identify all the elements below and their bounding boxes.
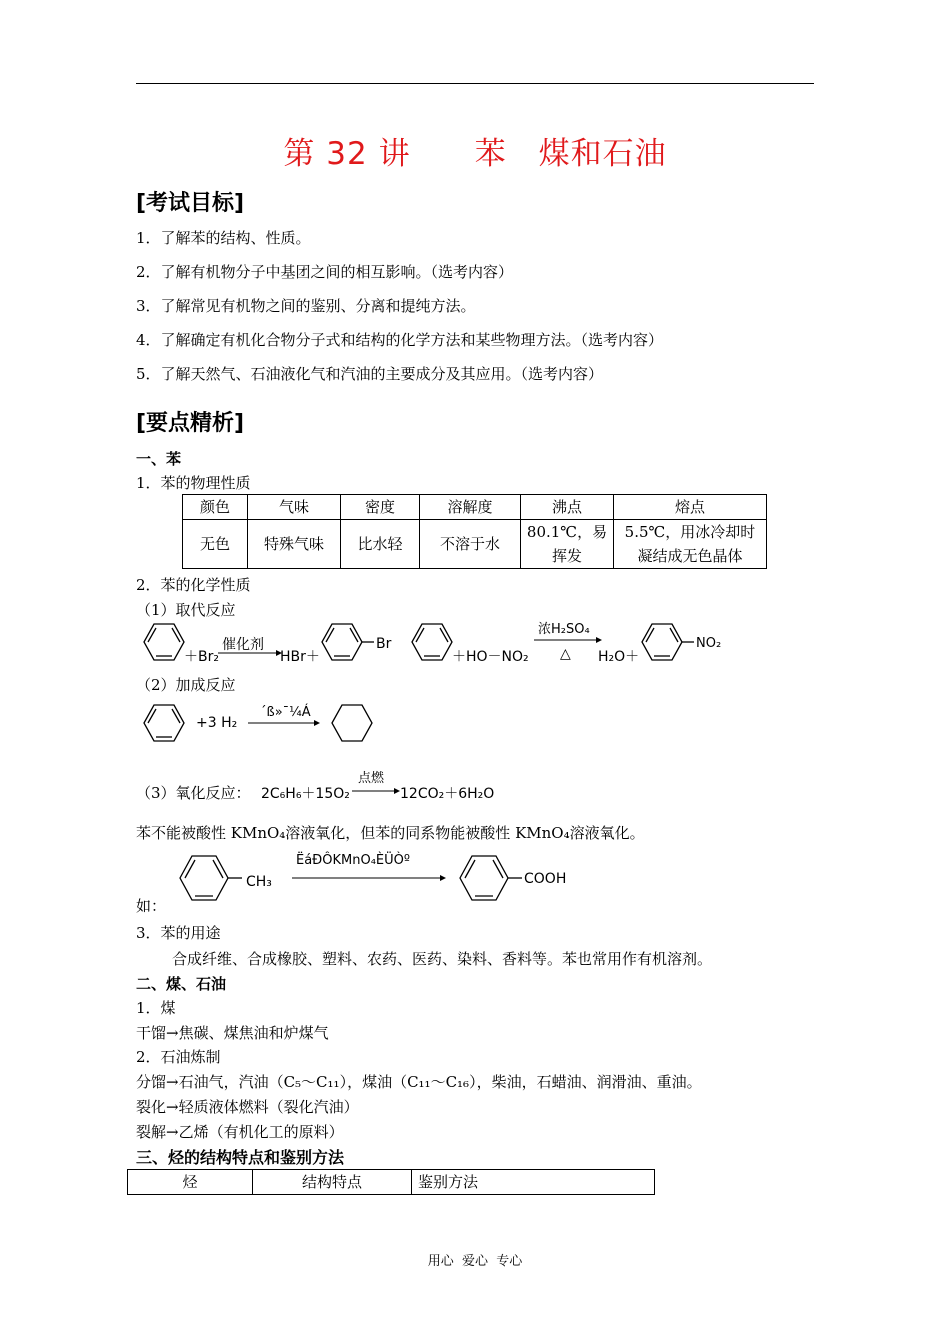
oxidation-right: 12CO₂＋6H₂O <box>400 786 495 802</box>
chemical-properties-label: 2．苯的化学性质 <box>136 576 251 594</box>
uses-heading: 3．苯的用途 <box>136 924 221 942</box>
table-header-cell: 鉴别方法 <box>412 1170 655 1195</box>
reagent-text: +3 H₂ <box>196 715 238 731</box>
reaction-arrow <box>352 787 400 795</box>
oxidation-left: 2C₆H₆＋15O₂ <box>261 786 350 802</box>
goal-item: 5．了解天然气、石油液化气和汽油的主要成分及其应用。（选考内容） <box>136 365 604 383</box>
table-header-cell: 颜色 <box>183 495 248 520</box>
arrowhead <box>314 720 320 726</box>
addition-equation <box>136 698 396 748</box>
table-cell: 80.1℃，易挥发 <box>521 520 614 569</box>
benzene-ring-icon <box>144 624 184 660</box>
section-goals-heading: [考试目标] <box>136 191 245 216</box>
condition-text: ´ß»¯¼Á <box>260 705 311 720</box>
benzene-ring-icon <box>144 705 184 741</box>
arrowhead <box>596 637 602 643</box>
page-title: 第 32 讲 苯 煤和石油 <box>283 136 667 172</box>
table-header-cell: 沸点 <box>521 495 614 520</box>
condition-text: 浓H₂SO₄ <box>538 622 590 637</box>
table-cell: 特殊气味 <box>248 520 341 569</box>
oil-text: 裂解→乙烯（有机化工的原料） <box>136 1123 344 1141</box>
substitution-equation <box>134 618 734 666</box>
heat-symbol: △ <box>560 646 571 662</box>
reagent-text: ＋Br₂ <box>184 649 219 665</box>
benzene-ring-icon <box>412 624 452 660</box>
uses-text: 合成纤维、合成橡胶、塑料、农药、医药、染料、香料等。苯也常用作有机溶剂。 <box>172 950 713 968</box>
catalyst-text: 催化剂 <box>222 637 264 653</box>
physical-properties-table <box>182 494 767 569</box>
physical-properties-label: 1．苯的物理性质 <box>136 474 251 492</box>
oxidation-label: （3）氧化反应： <box>136 784 251 802</box>
goal-item: 4．了解确定有机化合物分子式和结构的化学方法和某些物理方法。（选考内容） <box>136 331 664 349</box>
table-header-cell: 结构特点 <box>253 1170 412 1195</box>
toluene-oxidation-equation <box>176 846 596 908</box>
oil-text: 裂化→轻质液体燃料（裂化汽油） <box>136 1098 359 1116</box>
substitution-label: （1）取代反应 <box>136 601 236 619</box>
coal-oil-heading: 二、煤、石油 <box>136 975 227 993</box>
example-label: 如： <box>136 897 167 915</box>
oil-label: 2．石油炼制 <box>136 1048 221 1066</box>
product-text: H₂O＋ <box>598 649 640 665</box>
substituent-text: COOH <box>524 871 567 887</box>
hydrocarbon-table <box>127 1169 655 1195</box>
oil-text: 分馏→石油气，汽油（C₅～C₁₁），煤油（C₁₁～C₁₆），柴油，石蜡油、润滑油、重油。 <box>136 1073 702 1091</box>
goal-item: 3．了解常见有机物之间的鉴别、分离和提纯方法。 <box>136 297 476 315</box>
addition-label: （2）加成反应 <box>136 676 236 694</box>
page-footer: 用心 爱心 专心 <box>427 1254 523 1269</box>
toluene-ring-icon <box>180 856 242 900</box>
nitrobenzene-ring-icon <box>642 624 694 660</box>
hydrocarbon-heading: 三、烃的结构特点和鉴别方法 <box>136 1148 345 1167</box>
table-header-cell: 溶解度 <box>420 495 521 520</box>
table-header-cell: 烃 <box>128 1170 253 1195</box>
substituent-text: CH₃ <box>246 874 272 890</box>
header-rule <box>136 83 814 84</box>
table-cell: 不溶于水 <box>420 520 521 569</box>
cyclohexane-ring-icon <box>332 705 372 741</box>
arrowhead <box>440 875 446 881</box>
table-cell: 5.5℃，用冰冷却时凝结成无色晶体 <box>614 520 767 569</box>
goal-item: 1．了解苯的结构、性质。 <box>136 229 311 247</box>
table-header-cell: 气味 <box>248 495 341 520</box>
benzoic-acid-ring-icon <box>460 856 522 900</box>
reagent-text: ＋HO－NO₂ <box>452 649 529 665</box>
coal-text: 干馏→焦碳、煤焦油和炉煤气 <box>136 1024 329 1042</box>
table-header-cell: 熔点 <box>614 495 767 520</box>
table-cell: 无色 <box>183 520 248 569</box>
product-text: HBr＋ <box>280 649 320 665</box>
coal-label: 1．煤 <box>136 999 176 1017</box>
condition-text: 点燃 <box>358 771 385 786</box>
section-points-heading: [要点精析] <box>136 411 245 436</box>
condition-text: ËáÐÔKMnO₄ÈÜÒº <box>296 853 410 868</box>
kmno4-text: 苯不能被酸性 KMnO₄溶液氧化，但苯的同系物能被酸性 KMnO₄溶液氧化。 <box>136 824 645 842</box>
goal-item: 2．了解有机物分子中基团之间的相互影响。（选考内容） <box>136 263 514 281</box>
bromobenzene-ring-icon <box>322 624 374 660</box>
table-header-cell: 密度 <box>341 495 420 520</box>
substituent-text: Br <box>376 636 392 652</box>
table-cell: 比水轻 <box>341 520 420 569</box>
substituent-text: NO₂ <box>696 636 722 651</box>
benzene-heading: 一、苯 <box>136 450 182 468</box>
